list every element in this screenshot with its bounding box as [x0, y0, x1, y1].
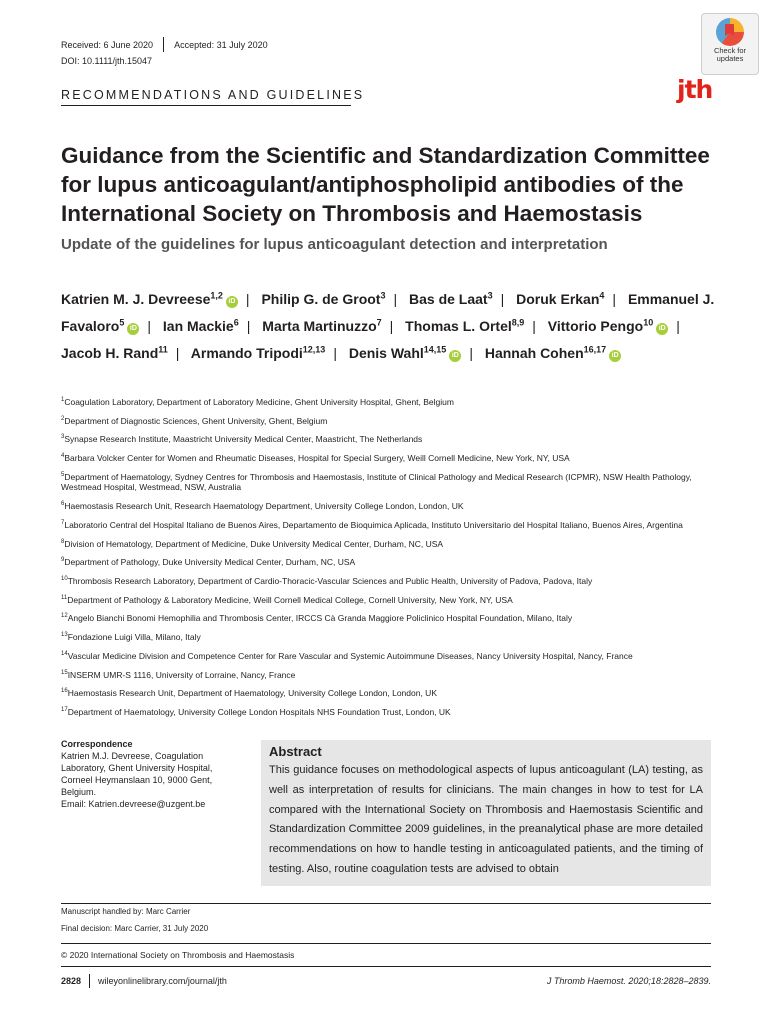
correspondence-line: Corneel Heymanslaan 10, 9000 Gent, [61, 775, 213, 785]
affiliation-text: Division of Hematology, Department of Medicine, Duke University Medical Center, Durham, NC, USA [64, 538, 444, 549]
affiliation [61, 518, 711, 530]
author-affiliation-ref: 16,17 [583, 344, 607, 355]
author-separator: | [246, 317, 251, 334]
affiliation [61, 649, 711, 661]
author-name: Doruk Erkan [516, 290, 600, 307]
copyright: © 2020 International Society on Thrombosis and Haemostasis [61, 950, 295, 960]
author-affiliation-ref: 1,2 [210, 290, 223, 300]
affiliation [61, 414, 711, 426]
affiliation-number: 10 [61, 575, 68, 582]
affiliation-text: Fondazione Luigi Villa, Milano, Italy [67, 631, 201, 642]
affiliation-number: 12 [61, 613, 68, 620]
affiliation [61, 537, 711, 549]
author [61, 345, 168, 361]
author-affiliation-ref: 6 [233, 317, 239, 328]
affiliation [61, 686, 711, 698]
affiliation-number: 4 [61, 453, 65, 460]
affiliation-number: 16 [61, 688, 68, 695]
author-affiliation-ref: 11 [158, 344, 168, 355]
author-list [61, 284, 721, 365]
affiliation-number: 1 [61, 397, 65, 403]
author-separator: | [389, 317, 394, 334]
affiliation [61, 611, 711, 623]
orcid-icon[interactable]: iD [449, 350, 461, 362]
affiliation-number: 11 [61, 594, 68, 601]
author-affiliation-ref: 10 [643, 317, 654, 328]
author-name: Armando Tripodi [190, 344, 303, 361]
correspondence [61, 738, 246, 810]
correspondence-email[interactable]: Email: Katrien.devreese@uzgent.be [61, 799, 206, 809]
correspondence-line: Belgium. [61, 787, 97, 797]
author-affiliation-ref: 14,15 [423, 344, 447, 355]
author-separator: | [393, 290, 398, 307]
affiliation [61, 705, 711, 717]
article-subtitle: Update of the guidelines for lupus anticoagulant detection and interpretation [61, 236, 608, 253]
affiliation-number: 15 [61, 669, 68, 676]
affiliation-number: 3 [61, 434, 65, 441]
affiliation [61, 451, 711, 463]
author [485, 345, 621, 361]
author-affiliation-ref: 8,9 [511, 317, 525, 328]
divider [89, 974, 90, 988]
author-affiliation-ref: 7 [376, 317, 382, 328]
affiliation-text: Department of Haematology, Sydney Centres for Thrombosis and Haemostasis, Institute of Clinical Pathology and Medical Research (ICPMR), NSW Health Pathology, Westmead Hospital, Westmead, NSW, Australia [61, 471, 692, 493]
affiliation-text: Department of Diagnostic Sciences, Ghent University, Ghent, Belgium [64, 415, 328, 426]
article-title: Guidance from the Scientific and Standardization Committee for lupus anticoagulant/antiphospholipid antibodies of the International Society on Thrombosis and Haemostasis [61, 143, 710, 226]
affiliation-text: Department of Pathology, Duke University Medical Center, Durham, NC, USA [64, 557, 356, 568]
article-dates [61, 37, 268, 52]
affiliation-number: 2 [61, 415, 65, 422]
author-name: Emmanuel J. Favaloro [61, 290, 715, 334]
affiliation-text: Haemostasis Research Unit, Research Haematology Department, University College London, London, UK [64, 500, 464, 511]
author-name: Thomas L. Ortel [405, 317, 512, 334]
abstract-heading: Abstract [269, 744, 322, 759]
abstract-box [261, 740, 711, 886]
affiliation-number: 8 [61, 538, 65, 545]
correspondence-line: Katrien M.J. Devreese, Coagulation [61, 751, 204, 761]
divider [61, 903, 711, 904]
affiliation-number: 13 [61, 632, 68, 639]
affiliation-text: Coagulation Laboratory, Department of Laboratory Medicine, Ghent University Hospital, Ghent, Belgium [64, 396, 454, 407]
author-separator: | [333, 344, 337, 361]
affiliation-text: Department of Haematology, University College London Hospitals NHS Foundation Trust, London, UK [67, 706, 451, 717]
author [262, 318, 381, 334]
affiliation [61, 630, 711, 642]
author-separator: | [532, 317, 536, 334]
journal-url[interactable]: wileyonlinelibrary.com/journal/jth [98, 976, 227, 986]
author-name: Marta Martinuzzo [262, 317, 377, 334]
author [548, 318, 668, 334]
received-date: Received: 6 June 2020 [61, 39, 154, 50]
author-separator: | [500, 290, 505, 307]
citation: J Thromb Haemost. 2020;18:2828–2839. [546, 976, 711, 986]
page-footer [61, 974, 711, 988]
author [516, 291, 604, 307]
affiliation-text: Haemostasis Research Unit, Department of Haematology, University College London, London, UK [67, 688, 437, 699]
orcid-icon[interactable]: iD [609, 350, 621, 362]
accepted-date: Accepted: 31 July 2020 [174, 39, 268, 50]
check-for-updates-label: Check for updates [713, 46, 747, 63]
doi[interactable]: DOI: 10.1111/jth.15047 [61, 56, 153, 66]
final-decision: Final decision: Marc Carrier, 31 July 2020 [61, 924, 209, 933]
affiliation-text: Vascular Medicine Division and Competence Center for Rare Vascular and Systemic Autoimmune Diseases, Nancy University Hospital, Nancy, France [67, 650, 633, 661]
author-separator: | [245, 290, 250, 307]
affiliation [61, 432, 711, 444]
affiliation-number: 7 [61, 519, 65, 526]
author-name: Jacob H. Rand [61, 344, 159, 361]
affiliation-number: 9 [61, 557, 65, 564]
journal-logo: jth [677, 75, 713, 104]
orcid-icon[interactable]: iD [656, 323, 668, 335]
author-separator: | [175, 344, 180, 361]
author-name: Vittorio Pengo [547, 317, 644, 334]
author-name: Bas de Laat [409, 290, 488, 307]
affiliation [61, 395, 711, 407]
affiliation-text: Thrombosis Research Laboratory, Department of Cardio-Thoracic-Vascular Sciences and Public Health, University of Padova, Padova, Italy [67, 575, 593, 586]
manuscript-handled: Manuscript handled by: Marc Carrier [61, 907, 191, 916]
affiliation [61, 574, 711, 586]
check-for-updates-button[interactable] [701, 13, 759, 75]
crossmark-icon [716, 18, 744, 46]
author [163, 318, 239, 334]
orcid-icon[interactable]: iD [127, 323, 139, 335]
author [61, 291, 238, 307]
affiliation-text: INSERM UMR-S 1116, University of Lorraine, Nancy, France [67, 669, 296, 680]
affiliation-text: Synapse Research Institute, Maastricht University Medical Center, Maastricht, The Netherlands [64, 434, 423, 445]
author-affiliation-ref: 5 [119, 317, 125, 328]
orcid-icon[interactable]: iD [226, 296, 238, 308]
divider [163, 37, 164, 52]
affiliation-list [61, 395, 711, 724]
affiliation [61, 499, 711, 511]
author-separator: | [469, 344, 473, 361]
author-name: Hannah Cohen [484, 344, 584, 361]
affiliation-text: Laboratorio Central del Hospital Italiano de Buenos Aires, Departamento de Bioquimica Aplicada, Instituto Universitario del Hospital Italiano, Buenos Aires, Argentina [64, 519, 683, 530]
affiliation [61, 470, 711, 493]
divider [61, 966, 711, 967]
affiliation-text: Barbara Volcker Center for Women and Rheumatic Diseases, Hospital for Special Surgery, Weill Cornell Medicine, New York, NY, USA [64, 452, 570, 463]
author [405, 318, 524, 334]
author-affiliation-ref: 3 [380, 290, 386, 300]
page-number: 2828 [61, 976, 82, 986]
divider [61, 943, 711, 944]
abstract-text: This guidance focuses on methodological aspects of lupus anticoagulant (LA) testing, as well as interpretation of results for clinicians. The main changes in how to test for LA compared with the International Society on Thrombosis and Haemostasis Scientific and Standardization Committee 2009 guidelines, in the preanalytical phase are more detailed recommendations on how to handle testing in anticoagulated patients, and the timing of testing. Also, routine coagulation tests are advised to obtain [269, 764, 703, 875]
affiliation-number: 14 [61, 650, 68, 657]
author-name: Katrien M. J. Devreese [61, 290, 211, 307]
author-affiliation-ref: 12,13 [302, 344, 326, 355]
affiliation-text: Angelo Bianchi Bonomi Hemophilia and Thrombosis Center, IRCCS Cà Granda Maggiore Policlinico Hospital Foundation, Milano, Italy [67, 613, 573, 624]
author-separator: | [676, 317, 680, 334]
author-name: Ian Mackie [162, 317, 234, 334]
correspondence-heading: Correspondence [61, 739, 133, 749]
affiliation-number: 6 [61, 501, 65, 508]
affiliation-number: 17 [61, 707, 68, 713]
author-separator: | [147, 317, 152, 334]
author-affiliation-ref: 4 [599, 290, 605, 300]
section-rule [61, 105, 351, 106]
author-separator: | [612, 290, 617, 307]
affiliation [61, 668, 711, 680]
correspondence-line: Laboratory, Ghent University Hospital, [61, 763, 213, 773]
author-name: Denis Wahl [348, 344, 424, 361]
affiliation-text: Department of Pathology & Laboratory Medicine, Weill Cornell Medical College, Cornell University, New York, NY, USA [67, 594, 513, 605]
author-name: Philip G. de Groot [261, 290, 381, 307]
author [409, 291, 493, 307]
affiliation [61, 593, 711, 605]
affiliation [61, 555, 711, 567]
author [261, 291, 385, 307]
author [191, 345, 326, 361]
author [349, 345, 461, 361]
affiliation-number: 5 [61, 471, 65, 478]
section-label: RECOMMENDATIONS AND GUIDELINES [61, 88, 365, 102]
author-affiliation-ref: 3 [487, 290, 493, 300]
